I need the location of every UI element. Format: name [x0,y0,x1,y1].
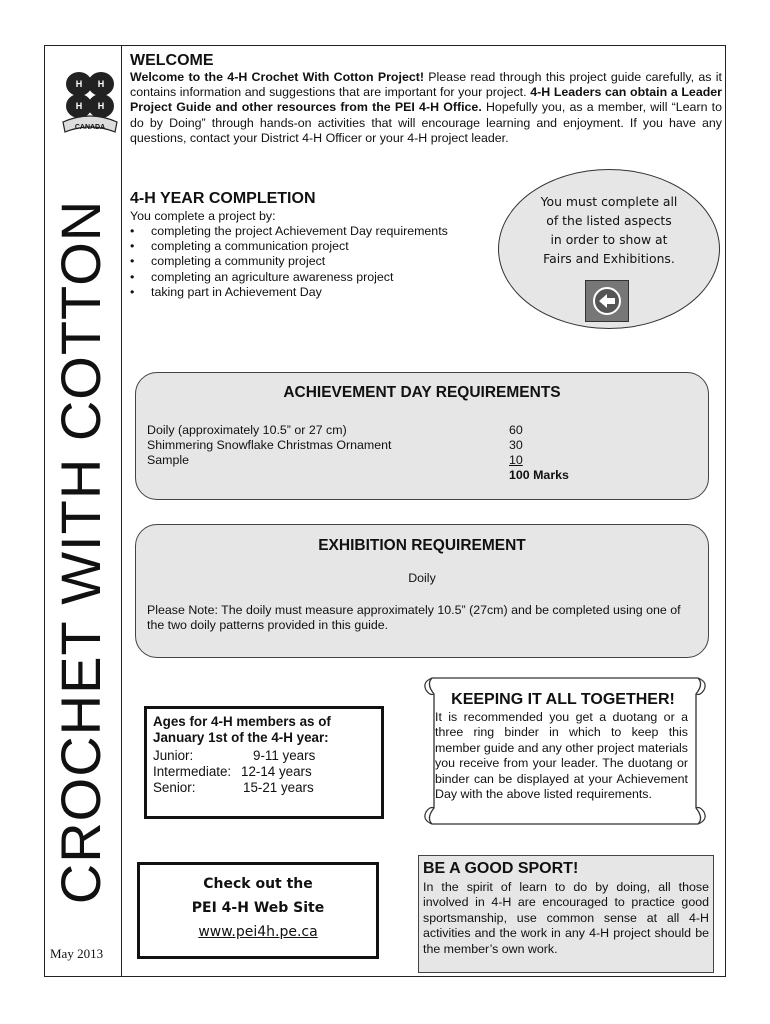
logo-label: CANADA [74,124,106,131]
exhibition-item: Doily [408,571,436,585]
achievement-mark: 10 [509,453,523,467]
age-value: 15-21 years [243,780,314,795]
year-completion-heading: 4-H YEAR COMPLETION [130,190,316,207]
back-arrow-icon [590,285,624,317]
achievement-total: 100 Marks [509,468,569,482]
exhibition-note: Please Note: The doily must measure approximately 10.5” (27cm) and be completed using one of the two doily patterns provided in this guide. [147,603,681,633]
list-item: • taking part in Achievement Day [130,285,448,300]
age-row [153,748,315,764]
list-item: • completing the project Achievement Day requirements [130,224,448,239]
age-label: Junior: [153,748,194,763]
welcome-heading: WELCOME [130,52,214,69]
svg-text:H: H [97,79,105,89]
sport-heading: BE A GOOD SPORT! [423,860,579,877]
age-value: 12-14 years [241,764,312,779]
age-label: Intermediate: [153,764,232,779]
achievement-item: Doily (approximately 10.5” or 27 cm) [147,423,347,437]
welcome-text-end: Hopefully you, as a member, will “Learn to do by Doing” through hands-on activities that will encourage learning and enjoyment. If you have any questions, contact your District 4-H Officer or your 4-H project leader. [130,100,722,145]
welcome-paragraph [130,70,722,146]
achievement-item: Sample [147,453,190,467]
achievement-mark: 60 [509,423,523,437]
notice-text [510,192,708,268]
svg-text:H: H [75,101,83,111]
age-row [153,764,315,780]
list-item: • completing an agriculture awareness project [130,270,448,285]
achievement-mark: 30 [509,438,523,452]
exhibition-heading: EXHIBITION REQUIREMENT [318,537,526,554]
achievement-marks [509,423,569,483]
age-value: 9-11 years [253,748,316,763]
year-completion-intro: You complete a project by: [130,209,276,223]
keeping-text: It is recommended you get a duotang or a three ring binder in which to keep this member guide and any other project materials you receive from your leader. The duotang or binder can be displayed at your Achievement Day with the above listed requirements. [435,710,688,802]
ages-heading [153,714,331,746]
svg-text:H: H [97,101,105,111]
website-line: Check out the [203,876,313,892]
achievement-items [147,423,391,468]
achievement-heading: ACHIEVEMENT DAY REQUIREMENTS [283,384,561,401]
welcome-bold-leaders: 4-H Leaders can obtain a Leader Project Guide and other resources from the PEI 4-H Office. [130,85,722,115]
website-line: PEI 4-H Web Site [191,900,325,916]
welcome-text: Please read through this project guide carefully, as it contains information and suggestions that are important for your project. [130,70,722,100]
ages-heading-line: January 1st of the 4-H year: [153,730,329,745]
age-label: Senior: [153,780,196,795]
ages-heading-line: Ages for 4-H members as of [153,714,331,729]
website-link[interactable]: www.pei4h.pe.ca [198,924,318,940]
back-button[interactable] [585,280,629,322]
vertical-title: CROCHET WITH COTTON [49,199,112,905]
notice-line: of the listed aspects [546,213,672,228]
list-item: • completing a community project [130,254,448,269]
ages-rows [153,748,315,796]
welcome-bold-intro: Welcome to the 4-H Crochet With Cotton Project! [130,70,424,84]
svg-text:H: H [75,79,83,89]
notice-line: You must complete all [540,194,678,209]
notice-line: in order to show at [550,232,668,247]
notice-line: Fairs and Exhibitions. [543,251,675,266]
age-row [153,780,315,796]
year-completion-list [130,224,448,300]
date-label: May 2013 [50,946,104,961]
website-text [137,872,379,944]
sport-text: In the spirit of learn to do by doing, all those involved in 4-H are encouraged to practice good sportsmanship, use common sense at all 4-H activities and the work in any 4-H project should be the member’s own work. [423,880,709,956]
list-item: • completing a communication project [130,239,448,254]
4h-clover-logo-icon [55,62,125,142]
achievement-item: Shimmering Snowflake Christmas Ornament [147,438,392,452]
keeping-heading: KEEPING IT ALL TOGETHER! [451,691,675,708]
